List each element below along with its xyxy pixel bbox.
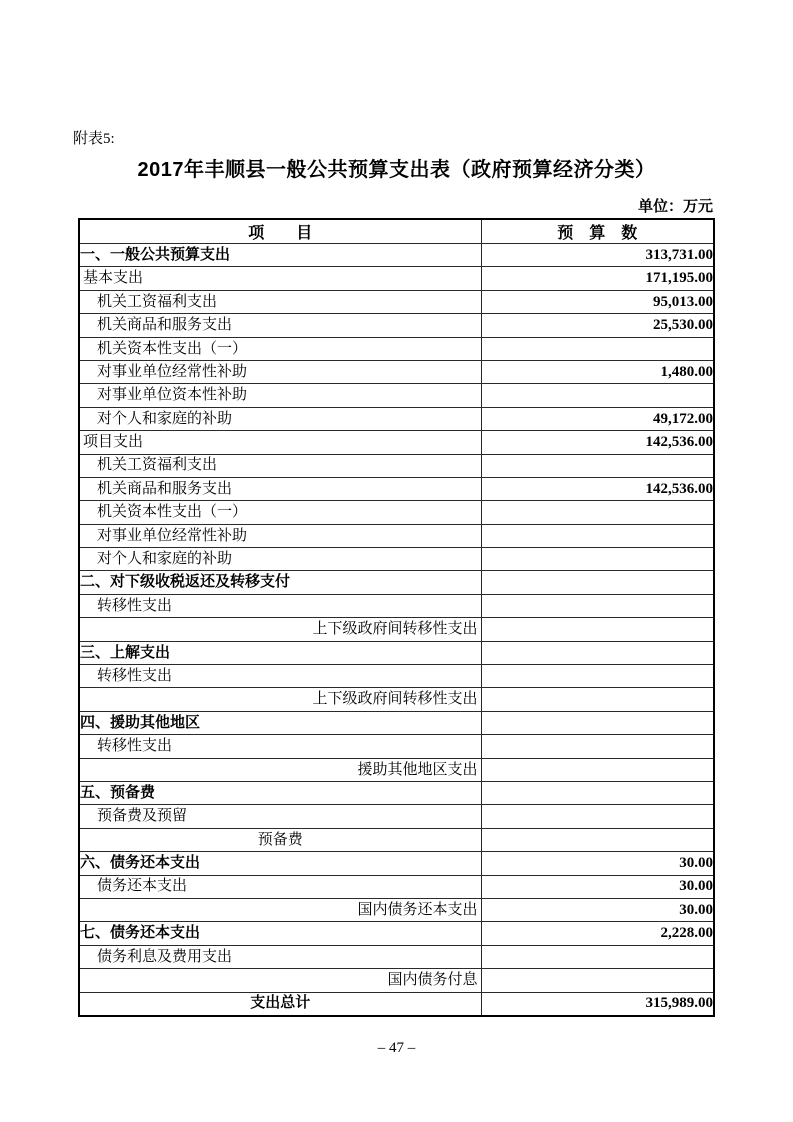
row-label: 四、援助其他地区	[79, 711, 481, 734]
row-value	[481, 594, 714, 617]
row-label: 机关商品和服务支出	[79, 477, 481, 500]
row-label: 转移性支出	[79, 735, 481, 758]
row-label: 预备费及预留	[79, 805, 481, 828]
row-label: 上下级政府间转移性支出	[79, 688, 481, 711]
row-label: 转移性支出	[79, 665, 481, 688]
row-label: 五、预备费	[79, 781, 481, 804]
table-row	[79, 641, 714, 664]
row-label: 国内债务还本支出	[79, 898, 481, 921]
table-row	[79, 711, 714, 734]
row-label: 六、债务还本支出	[79, 852, 481, 875]
row-value	[481, 758, 714, 781]
row-value	[481, 828, 714, 851]
table-row	[79, 314, 714, 337]
table-row	[79, 337, 714, 360]
row-label: 对个人和家庭的补助	[79, 407, 481, 430]
row-label: 对个人和家庭的补助	[79, 548, 481, 571]
row-label: 一、一般公共预算支出	[79, 244, 481, 267]
row-value	[481, 969, 714, 992]
page-number: – 47 –	[377, 1040, 416, 1056]
table-row	[79, 407, 714, 430]
table-row	[79, 571, 714, 594]
table-row	[79, 805, 714, 828]
row-label: 对事业单位经常性补助	[79, 360, 481, 383]
table-row	[79, 922, 714, 945]
row-value	[481, 571, 714, 594]
table-row	[79, 969, 714, 992]
column-header-item: 项 目	[79, 219, 481, 244]
row-value: 30.00	[481, 898, 714, 921]
row-label: 国内债务付息	[79, 969, 481, 992]
row-value: 2,228.00	[481, 922, 714, 945]
row-value	[481, 454, 714, 477]
table-row	[79, 828, 714, 851]
table-row	[79, 875, 714, 898]
table-row	[79, 384, 714, 407]
row-value	[481, 945, 714, 968]
row-value: 49,172.00	[481, 407, 714, 430]
attachment-label: 附表5:	[73, 131, 115, 147]
row-value: 171,195.00	[481, 267, 714, 290]
row-value	[481, 688, 714, 711]
table-header-row	[79, 219, 714, 244]
row-label: 对事业单位经常性补助	[79, 524, 481, 547]
row-value: 142,536.00	[481, 477, 714, 500]
table-row	[79, 594, 714, 617]
row-value: 30.00	[481, 852, 714, 875]
table-row	[79, 267, 714, 290]
row-value	[481, 805, 714, 828]
row-label: 对事业单位资本性补助	[79, 384, 481, 407]
row-value: 142,536.00	[481, 431, 714, 454]
row-value	[481, 641, 714, 664]
row-value	[481, 711, 714, 734]
row-label: 支出总计	[79, 992, 481, 1016]
row-label: 上下级政府间转移性支出	[79, 618, 481, 641]
row-label: 机关资本性支出（一）	[79, 337, 481, 360]
row-value: 25,530.00	[481, 314, 714, 337]
row-value	[481, 384, 714, 407]
table-row	[79, 548, 714, 571]
row-label: 七、债务还本支出	[79, 922, 481, 945]
row-label: 机关商品和服务支出	[79, 314, 481, 337]
page-title: 2017年丰顺县一般公共预算支出表（政府预算经济分类）	[137, 159, 656, 181]
row-value: 30.00	[481, 875, 714, 898]
table-row	[79, 898, 714, 921]
table-row	[79, 501, 714, 524]
row-value: 1,480.00	[481, 360, 714, 383]
row-label: 预备费	[79, 828, 481, 851]
row-value	[481, 524, 714, 547]
row-value: 95,013.00	[481, 290, 714, 313]
row-value	[481, 781, 714, 804]
row-value	[481, 735, 714, 758]
table-row	[79, 992, 714, 1016]
table-row	[79, 477, 714, 500]
row-label: 基本支出	[79, 267, 481, 290]
table-row	[79, 244, 714, 267]
row-value: 313,731.00	[481, 244, 714, 267]
table-row	[79, 431, 714, 454]
table-row	[79, 454, 714, 477]
table-row	[79, 688, 714, 711]
row-label: 转移性支出	[79, 594, 481, 617]
row-label: 债务还本支出	[79, 875, 481, 898]
unit-label: 单位：万元	[637, 198, 713, 215]
row-label: 项目支出	[79, 431, 481, 454]
table-row	[79, 618, 714, 641]
table-row	[79, 360, 714, 383]
row-value	[481, 548, 714, 571]
row-value	[481, 665, 714, 688]
row-value	[481, 501, 714, 524]
row-value: 315,989.00	[481, 992, 714, 1016]
row-label: 机关资本性支出（一）	[79, 501, 481, 524]
row-label: 三、上解支出	[79, 641, 481, 664]
table-row	[79, 665, 714, 688]
table-row	[79, 758, 714, 781]
budget-table	[78, 218, 715, 1017]
row-label: 机关工资福利支出	[79, 454, 481, 477]
column-header-value: 预 算 数	[481, 219, 714, 244]
row-label: 债务利息及费用支出	[79, 945, 481, 968]
row-label: 二、对下级收税返还及转移支付	[79, 571, 481, 594]
row-label: 援助其他地区支出	[79, 758, 481, 781]
table-row	[79, 735, 714, 758]
table-row	[79, 524, 714, 547]
row-value	[481, 337, 714, 360]
table-row	[79, 781, 714, 804]
table-row	[79, 290, 714, 313]
table-row	[79, 852, 714, 875]
row-label: 机关工资福利支出	[79, 290, 481, 313]
table-row	[79, 945, 714, 968]
row-value	[481, 618, 714, 641]
